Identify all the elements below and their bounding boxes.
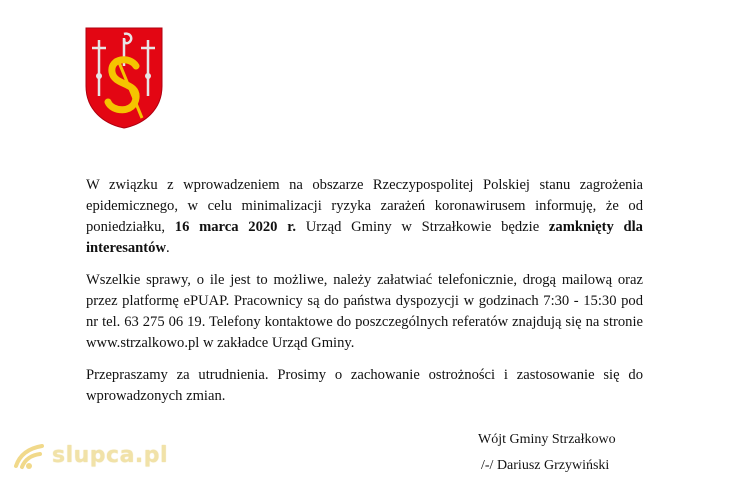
closure-date: 16 marca 2020 r. <box>174 219 296 235</box>
closure-notice: zamknięty dla interesantów <box>86 219 643 256</box>
coat-of-arms-icon <box>84 26 164 130</box>
signature-title: Wójt Gminy Strzałkowo <box>478 432 616 447</box>
wifi-logo-icon <box>12 440 50 470</box>
letter-body <box>86 175 643 418</box>
watermark <box>12 437 168 473</box>
signature-name: /-/ Dariusz Grzywiński <box>481 458 610 473</box>
watermark-text: slupca.pl <box>52 442 169 468</box>
paragraph-contact: Wszelkie sprawy, o ile jest to możliwe, należy załatwiać telefonicznie, drogą mailową oraz przez platformę ePUAP. Pracownicy są do państwa dyspozycji w godzinach 7:30 - 15:30 pod nr tel. 63 275 06 19. Telefony kontaktowe do poszczególnych referatów znajdują się na stronie www.strzalkowo.pl w zakładce Urząd Gminy. <box>86 272 643 351</box>
paragraph-closure: W związku z wprowadzeniem na obszarze Rzeczypospolitej Polskiej stanu zagrożenia epidemicznego, w celu minimalizacji ryzyka zarażeń koronawirusem informuję, że od poniedziałku, 16 marca 2020 r. Urząd Gminy w Strzałkowie będzie zamknięty dla interesantów. <box>86 177 643 256</box>
paragraph-apology: Przepraszamy za utrudnienia. Prosimy o zachowanie ostrożności i zastosowanie się do wprowadzonych zmian. <box>86 367 643 404</box>
